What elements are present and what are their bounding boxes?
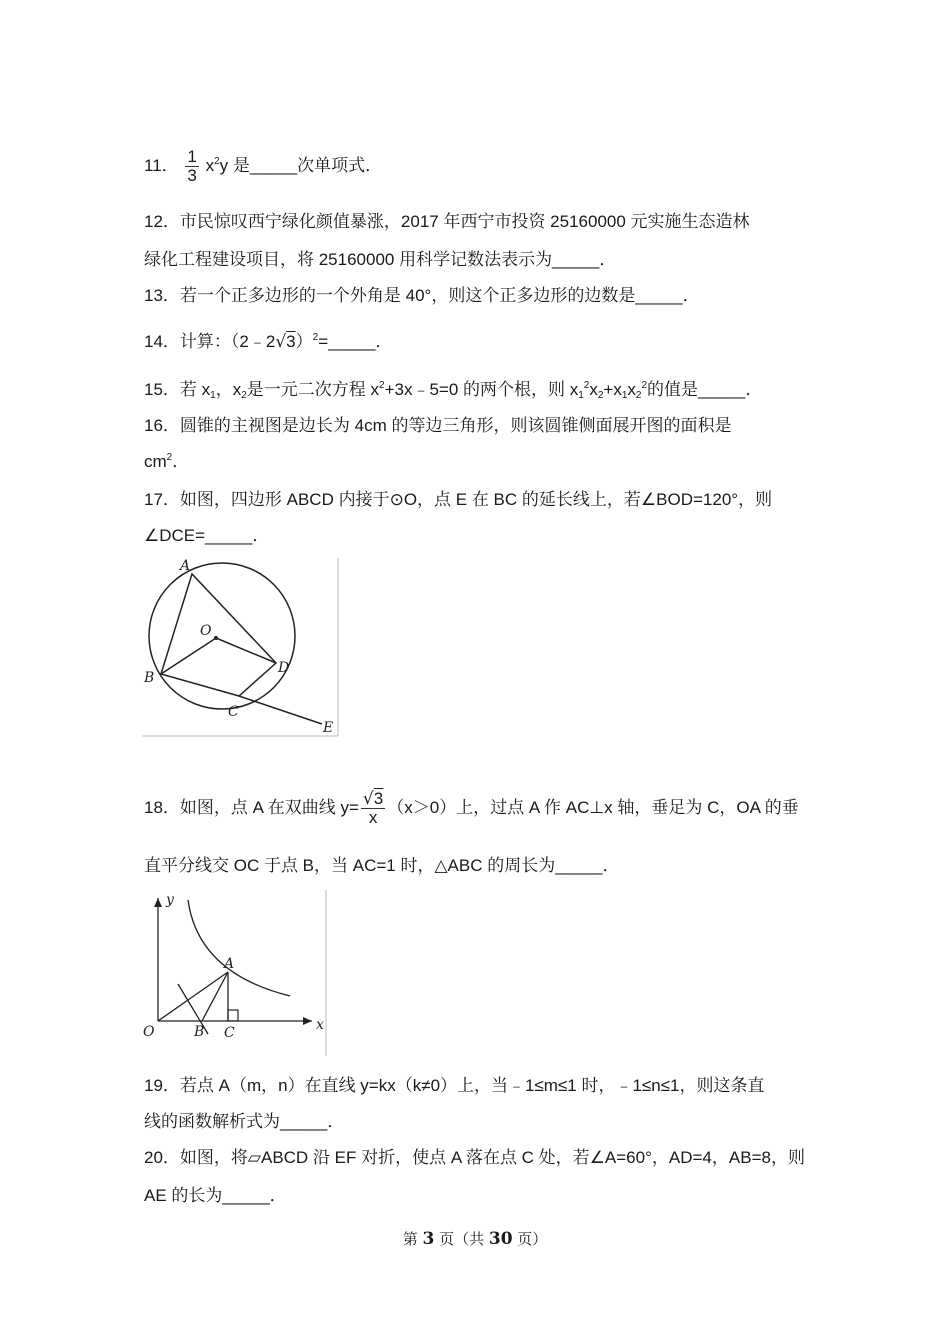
fraction-denominator: x [368, 808, 378, 827]
question-number: 11． [144, 155, 179, 175]
label-B: B [144, 670, 155, 686]
close-paren: ） [295, 332, 313, 351]
question-14 [144, 330, 392, 354]
text-part: 是一元二次方程 x [246, 380, 379, 399]
text-part: x [627, 380, 636, 399]
text-part: 15．若 x [144, 380, 211, 399]
unit-text: cm [144, 452, 167, 471]
label-O: O [143, 1024, 155, 1040]
exponent: 2 [312, 332, 319, 343]
question-text: 是_____次单项式． [232, 155, 383, 175]
fraction [185, 148, 198, 185]
text-part: +x [603, 380, 622, 399]
exponent: 2 [641, 380, 648, 391]
question-20-line-2: AE 的长为_____． [144, 1186, 287, 1205]
footer-text: 第 [402, 1230, 423, 1248]
fraction-numerator: 1 [187, 147, 197, 166]
question-12-line-2: 绿化工程建设项目，将 25160000 用科学记数法表示为_____． [144, 250, 617, 269]
text-part: x [589, 380, 598, 399]
label-A: A [224, 956, 235, 972]
figure-circle-quadrilateral [140, 556, 344, 740]
label-E: E [323, 720, 334, 736]
sqrt-sign: √ [275, 332, 287, 352]
fraction-numerator [361, 790, 385, 809]
subscript: 1 [621, 390, 628, 401]
label-x: x [316, 1017, 324, 1033]
variable-x: x [205, 155, 215, 175]
question-16-line-2 [144, 450, 189, 474]
exponent: 2 [214, 155, 220, 167]
question-19-line-2: 线的函数解析式为_____． [144, 1112, 345, 1131]
label-O: O [200, 623, 212, 639]
label-y: y [166, 892, 174, 908]
answer-blank: =_____． [318, 332, 393, 351]
subscript: 2 [635, 390, 642, 401]
footer-text: 页） [512, 1230, 548, 1248]
question-20-line-1: 20．如图，将▱ABCD 沿 EF 对折，使点 A 落在点 C 处，若∠A=60°，AD=4，AB=8，则 [144, 1148, 805, 1167]
subscript: 1 [210, 390, 216, 401]
question-11 [144, 148, 382, 185]
question-12-line-1: 12．市民惊叹西宁绿化颜值暴涨，2017 年西宁市投资 25160000 元实施生态造林 [144, 212, 750, 231]
text-part: +3x﹣5=0 的两个根，则 x [384, 380, 579, 399]
exponent: 2 [166, 452, 173, 463]
period: ． [172, 452, 190, 471]
exponent: 2 [379, 380, 385, 391]
text-part: ，x [215, 380, 242, 399]
fraction [361, 790, 385, 827]
question-16-line-1: 16．圆锥的主视图是边长为 4cm 的等边三角形，则该圆锥侧面展开图的面积是 [144, 416, 732, 435]
text-part: 的值是_____． [647, 380, 763, 399]
page-number: 3 [422, 1229, 435, 1249]
question-15 [144, 378, 762, 402]
subscript: 2 [241, 390, 247, 401]
page-footer [0, 1228, 950, 1249]
sqrt-sign: √ [362, 789, 374, 809]
exponent: 2 [583, 380, 590, 391]
subscript: 1 [578, 390, 584, 401]
question-13: 13．若一个正多边形的一个外角是 40°，则这个正多边形的边数是_____． [144, 286, 700, 305]
question-18-line-1 [144, 790, 799, 827]
question-19-line-1: 19．若点 A（m，n）在直线 y=kx（k≠0）上，当﹣1≤m≤1 时，﹣1≤n≤1，则这条直 [144, 1076, 765, 1095]
total-pages: 30 [488, 1229, 513, 1249]
label-B: B [194, 1024, 205, 1040]
text-part: 18．如图，点 A 在双曲线 y= [144, 797, 359, 817]
radicand: 3 [373, 789, 384, 808]
label-C: C [224, 1025, 235, 1041]
question-prefix: 14．计算：（2﹣2 [144, 332, 276, 351]
question-17-line-1: 17．如图，四边形 ABCD 内接于⊙O，点 E 在 BC 的延长线上，若∠BOD=120°，则 [144, 490, 773, 509]
radicand: 3 [286, 332, 296, 351]
label-C: C [228, 704, 239, 720]
variable-y: y [219, 155, 229, 175]
question-17-line-2: ∠DCE=_____． [144, 526, 270, 545]
text-part: （x＞0）上，过点 A 作 AC⊥x 轴，垂足为 C，OA 的垂 [387, 797, 799, 817]
footer-text: 页（共 [434, 1230, 489, 1248]
question-18-line-2: 直平分线交 OC 于点 B，当 AC=1 时，△ABC 的周长为_____． [144, 856, 620, 875]
subscript: 2 [597, 390, 604, 401]
figure-hyperbola [140, 888, 332, 1058]
label-D: D [278, 660, 290, 676]
fraction-denominator: 3 [187, 166, 197, 185]
label-A: A [180, 558, 191, 574]
